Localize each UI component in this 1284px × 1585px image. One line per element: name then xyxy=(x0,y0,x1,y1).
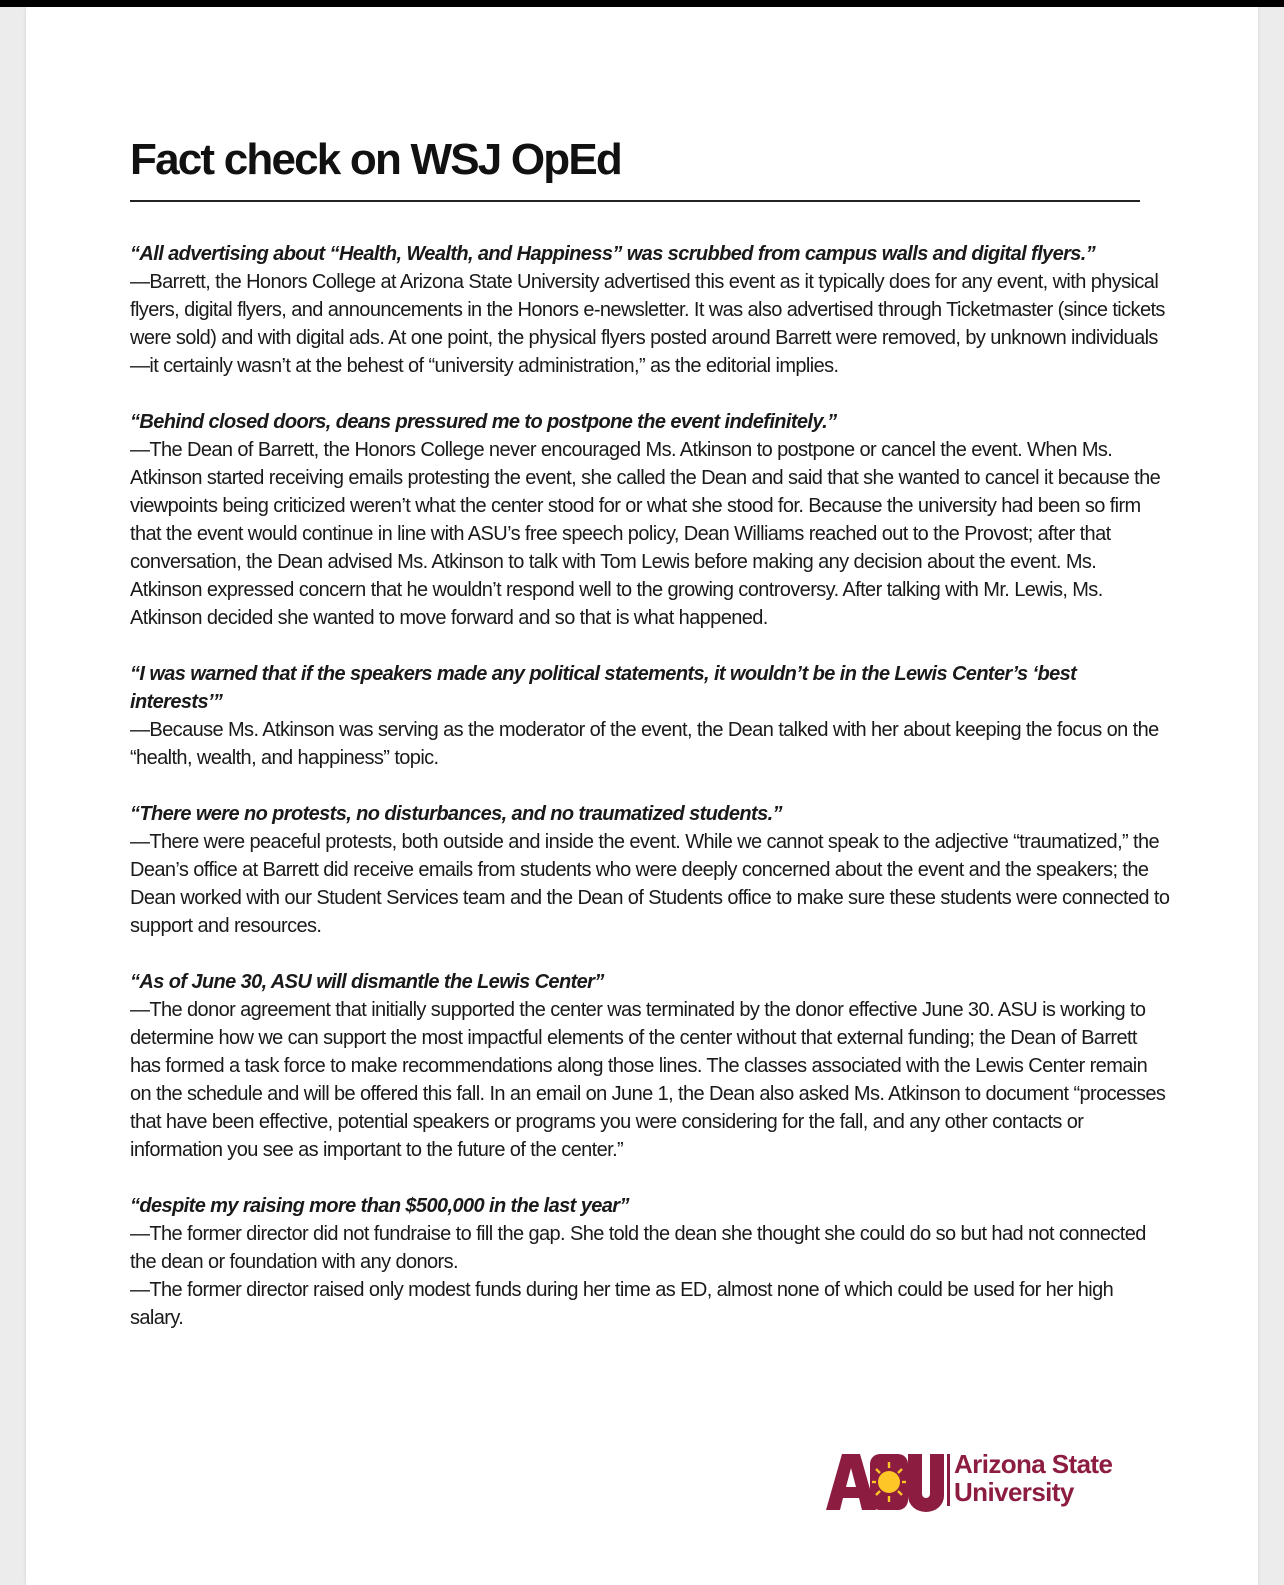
response-text: —The Dean of Barrett, the Honors College never encouraged Ms. Atkinson to postpone or cancel the event. When Ms. Atkinson started receiving emails protesting the event, she called the Dean and said that she wanted to cancel it because the viewpoints being criticized weren’t what the center stood for or what she stood for. Because the university had been so firm that the event would continue in line with ASU’s free speech policy, Dean Williams reached out to the Provost; after that conversation, the Dean advised Ms. Atkinson to talk with Tom Lewis before making any decision about the event. Ms. Atkinson expressed concern that he wouldn’t respond well to the growing controversy. After talking with Mr. Lewis, Ms. Atkinson decided she wanted to move forward and so that is what happened. xyxy=(130,439,1161,629)
fact-check-section xyxy=(130,800,1170,940)
response-text: —Because Ms. Atkinson was serving as the moderator of the event, the Dean talked with her about keeping the focus on the “health, wealth, and happiness” topic. xyxy=(130,719,1159,769)
fact-check-section xyxy=(130,660,1170,772)
fact-check-section xyxy=(130,1192,1170,1332)
top-bar xyxy=(0,0,1284,7)
fact-check-content xyxy=(130,240,1170,1360)
logo-wordmark xyxy=(954,1450,1112,1506)
response-text: —The former director did not fundraise to fill the gap. She told the dean she thought she could do so but had not connected the dean or foundation with any donors. xyxy=(130,1223,1146,1273)
claim-quote: “despite my raising more than $500,000 in the last year” xyxy=(130,1195,629,1217)
response-text: —The donor agreement that initially supported the center was terminated by the donor effective June 30. ASU is working to determine how we can support the most impactful elements of the center without that external funding; the Dean of Barrett has formed a task force to make recommendations along those lines. The classes associated with the Lewis Center remain on the schedule and will be offered this fall. In an email on June 1, the Dean also asked Ms. Atkinson to document “processes that have been effective, potential speakers or programs you were considering for the fall, and any other contacts or information you see as important to the future of the center.” xyxy=(130,999,1166,1161)
logo-separator xyxy=(947,1454,950,1506)
document-page xyxy=(26,7,1258,1585)
response-text: —There were peaceful protests, both outside and inside the event. While we cannot speak to the adjective “traumatized,” the Dean’s office at Barrett did receive emails from students who were deeply concerned about the event and the speakers; the Dean worked with our Student Services team and the Dean of Students office to make sure these students were connected to support and resources. xyxy=(130,831,1170,937)
title-divider xyxy=(130,200,1140,202)
logo-wordmark-line2: University xyxy=(954,1477,1074,1507)
fact-check-section xyxy=(130,240,1170,380)
claim-quote: “Behind closed doors, deans pressured me to postpone the event indefinitely.” xyxy=(130,411,837,433)
claim-quote: “I was warned that if the speakers made any political statements, it wouldn’t be in the Lewis Center’s ‘best interests’” xyxy=(130,663,1077,713)
claim-quote: “All advertising about “Health, Wealth, and Happiness” was scrubbed from campus walls and digital flyers.” xyxy=(130,243,1096,265)
logo-letter-u-shape xyxy=(908,1454,944,1512)
fact-check-section xyxy=(130,968,1170,1164)
response-text: —Barrett, the Honors College at Arizona State University advertised this event as it typically does for any event, with physical flyers, digital flyers, and announcements in the Honors e-newsletter. It was also advertised through Ticketmaster (since tickets were sold) and with digital ads. At one point, the physical flyers posted around Barrett were removed, by unknown individuals —it certainly wasn’t at the behest of “university administration,” as the editorial implies. xyxy=(130,271,1165,377)
asu-logo xyxy=(826,1450,1146,1514)
logo-sun-circle xyxy=(878,1471,900,1493)
asu-sunburst-logo-icon xyxy=(826,1450,946,1514)
claim-quote: “As of June 30, ASU will dismantle the Lewis Center” xyxy=(130,971,604,993)
logo-wordmark-line1: Arizona State xyxy=(954,1449,1113,1479)
response-text: —The former director raised only modest funds during her time as ED, almost none of which could be used for her high salary. xyxy=(130,1279,1114,1329)
page-title: Fact check on WSJ OpEd xyxy=(130,135,621,184)
fact-check-section xyxy=(130,408,1170,632)
claim-quote: “There were no protests, no disturbances, and no traumatized students.” xyxy=(130,803,782,825)
